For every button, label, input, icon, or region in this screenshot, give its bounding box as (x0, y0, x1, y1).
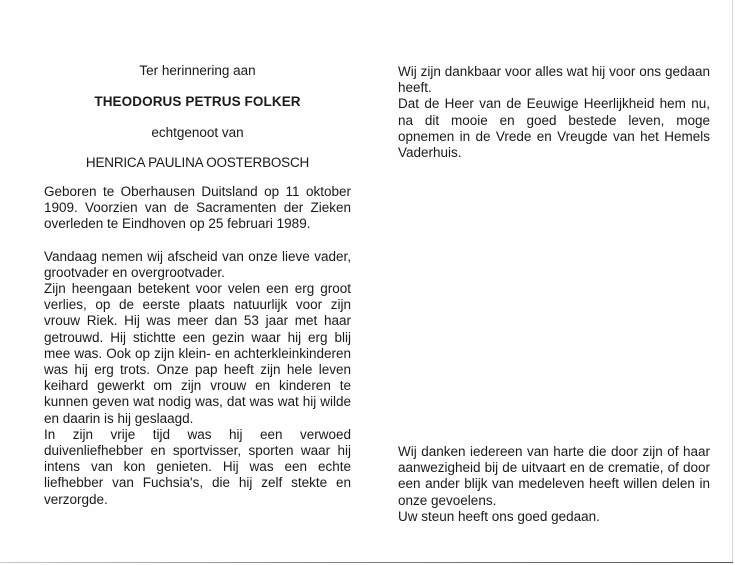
thanks-paragraph: Wij danken iedereen van harte die door zijn of haar aanwezigheid bij de uitvaart en de crematie, of door een ander blijk van medeleven heeft willen delen in onze gevoelens. (398, 444, 710, 508)
prayer-paragraph: Dat de Heer van de Eeuwige Heerlijkheid hem nu, na dit mooie en goed bestede leven, moge opnemen in de Vrede en Vreugde van het Hemels Vaderhuis. (398, 96, 710, 161)
thanks-block (398, 444, 710, 525)
relation-text: echtgenoot van (151, 125, 244, 140)
card-edge-bottom (0, 562, 733, 563)
left-column (44, 62, 351, 508)
farewell-paragraph: Vandaag nemen wij afscheid van onze lieve vader, grootvader en overgrootvader. (44, 248, 351, 280)
right-column (398, 64, 710, 161)
birth-death-paragraph: Geboren te Oberhausen Duitsland op 11 oktober 1909. Voorzien van de Sacramenten der Zieken overleden te Eindhoven op 25 februari 1989. (44, 184, 351, 232)
deceased-name: THEODORUS PETRUS FOLKER (94, 94, 301, 109)
support-paragraph: Uw steun heeft ons goed gedaan. (398, 508, 600, 524)
hobbies-paragraph: In zijn vrije tijd was hij een verwoed duivenliefhebber en sportvisser, sporten waar hij intens van kon genieten. Hij was een echte liefhebber van Fuchsia's, die hij zelf stekte en verzorgde. (44, 426, 351, 507)
spouse-name: HENRICA PAULINA OOSTERBOSCH (85, 155, 310, 170)
life-paragraph: Zijn heengaan betekent voor velen een erg groot verlies, op de eerste plaats natuurlijk voor zijn vrouw Riek. Hij was meer dan 53 jaar met haar getrouwd. Hij stichtte een gezin waar hij erg blij mee was. Ook op zijn klein- en achterkleinkinderen was hij erg trots. Onze pap heeft zijn hele leven keihard gewerkt om zijn vrouw en kinderen te kunnen geven wat nodig was, dat was wat hij wilde en daarin is hij geslaagd. (44, 281, 351, 426)
gratitude-paragraph: Wij zijn dankbaar voor alles wat hij voor ons gedaan heeft. (398, 64, 710, 96)
intro-text: Ter herinnering aan (139, 63, 256, 78)
card-edge-right (732, 0, 733, 563)
